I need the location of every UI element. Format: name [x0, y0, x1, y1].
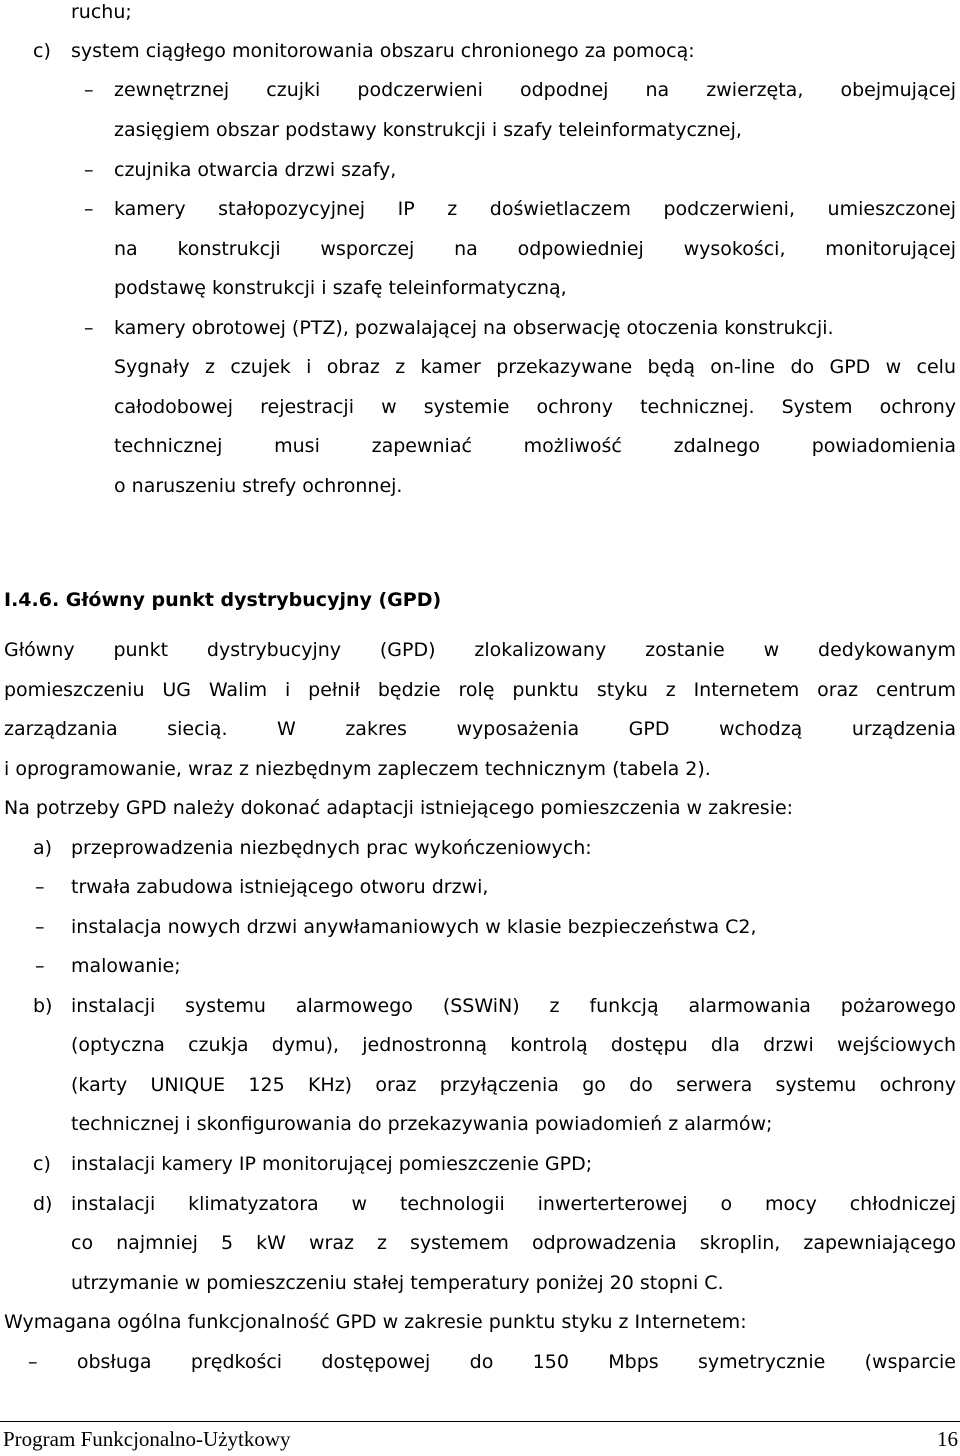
dash-bullet: – [84, 198, 94, 220]
paragraph-text: Na potrzeby GPD należy dokonać adaptacji istniejącego pomieszczenia w zakresie: [4, 797, 794, 819]
text-line [0, 1070, 960, 1100]
list-label: a) [33, 837, 53, 859]
dash-item [0, 155, 960, 185]
text-line [0, 273, 960, 303]
page-number: 16 [937, 1427, 958, 1451]
footer-title: Program Funkcjonalno-Użytkowy [3, 1427, 291, 1451]
list-label: b) [33, 995, 53, 1017]
list-text: kamery stałopozycyjnej IP z doświetlaczem podczerwieni, umieszczonej [114, 198, 956, 220]
paragraph-text: – obsługa prędkości dostępowej do 150 Mbps symetrycznie (wsparcie [28, 1351, 956, 1373]
text-line [0, 352, 960, 382]
text-line [0, 1109, 960, 1139]
list-item-c [0, 36, 960, 66]
page-footer [0, 1421, 960, 1452]
list-text: zewnętrznej czujki podczerwieni odpodnej na zwierzęta, obejmującej [114, 79, 956, 101]
list-text: instalacji systemu alarmowego (SSWiN) z funkcją alarmowania pożarowego [71, 995, 956, 1017]
list-text: system ciągłego monitorowania obszaru chronionego za pomocą: [71, 40, 695, 62]
heading-text: I.4.6. Główny punkt dystrybucyjny (GPD) [4, 589, 442, 611]
list-text: instalacja nowych drzwi anywłamaniowych w klasie bezpieczeństwa C2, [71, 916, 757, 938]
list-text: technicznej i skonfigurowania do przekazywania powiadomień z alarmów; [71, 1113, 773, 1135]
list-item-c [0, 1149, 960, 1179]
list-label: c) [33, 1153, 51, 1175]
text-line [0, 675, 960, 705]
text-line [0, 1307, 960, 1337]
text-line [0, 635, 960, 665]
list-text: utrzymanie w pomieszczeniu stałej temperatury poniżej 20 stopni C. [71, 1272, 724, 1294]
text-line [0, 754, 960, 784]
text-line [0, 1030, 960, 1060]
list-text: podstawę konstrukcji i szafę teleinformatyczną, [114, 277, 567, 299]
list-item-b [0, 991, 960, 1021]
paragraph-text: i oprogramowanie, wraz z niezbędnym zapleczem technicznym (tabela 2). [4, 758, 711, 780]
list-item-a [0, 833, 960, 863]
text-line [0, 0, 960, 27]
list-text: (karty UNIQUE 125 KHz) oraz przyłączenia go do serwera systemu ochrony [71, 1074, 956, 1096]
text-line [0, 1268, 960, 1298]
text-line [0, 115, 960, 145]
text-line [0, 392, 960, 422]
dash-item [0, 951, 960, 981]
paragraph-text: pomieszczeniu UG Walim i pełnił będzie rolę punktu styku z Internetem oraz centrum [4, 679, 956, 701]
paragraph-text: o naruszeniu strefy ochronnej. [114, 475, 403, 497]
paragraph-text: Główny punkt dystrybucyjny (GPD) zlokalizowany zostanie w dedykowanym [4, 639, 956, 661]
list-text: instalacji klimatyzatora w technologii inwerterterowej o mocy chłodniczej [71, 1193, 956, 1215]
dash-item [0, 313, 960, 343]
list-text: zasięgiem obszar podstawy konstrukcji i szafy teleinformatycznej, [114, 119, 742, 141]
list-label: c) [33, 40, 51, 62]
dash-bullet: – [84, 159, 94, 181]
paragraph-text: technicznej musi zapewniać możliwość zdalnego powiadomienia [114, 435, 956, 457]
list-text: przeprowadzenia niezbędnych prac wykończeniowych: [71, 837, 592, 859]
dash-item [0, 912, 960, 942]
paragraph-text: zarządzania siecią. W zakres wyposażenia GPD wchodzą urządzenia [4, 718, 956, 740]
list-text: czujnika otwarcia drzwi szafy, [114, 159, 397, 181]
text-line [0, 793, 960, 823]
paragraph-text: całodobowej rejestracji w systemie ochrony technicznej. System ochrony [114, 396, 956, 418]
paragraph-text: Sygnały z czujek i obraz z kamer przekazywane będą on-line do GPD w celu [114, 356, 956, 378]
paragraph-text: Wymagana ogólna funkcjonalność GPD w zakresie punktu styku z Internetem: [4, 1311, 747, 1333]
paragraph-text: ruchu; [71, 1, 132, 23]
list-item-d [0, 1189, 960, 1219]
list-text: (optyczna czukja dymu), jednostronną kontrolą dostępu dla drzwi wejściowych [71, 1034, 956, 1056]
list-text: trwała zabudowa istniejącego otworu drzwi, [71, 876, 489, 898]
dash-bullet: – [35, 955, 45, 977]
dash-bullet: – [35, 916, 45, 938]
list-text: instalacji kamery IP monitorującej pomieszczenie GPD; [71, 1153, 593, 1175]
dash-bullet: – [35, 876, 45, 898]
text-line [0, 234, 960, 264]
list-text: kamery obrotowej (PTZ), pozwalającej na obserwację otoczenia konstrukcji. [114, 317, 834, 339]
section-heading [0, 585, 960, 615]
dash-item [0, 872, 960, 902]
text-line [0, 714, 960, 744]
list-text: malowanie; [71, 955, 181, 977]
dash-bullet: – [84, 317, 94, 339]
list-text: co najmniej 5 kW wraz z systemem odprowadzenia skroplin, zapewniającego [71, 1232, 956, 1254]
text-line [0, 1347, 960, 1377]
text-line [0, 1228, 960, 1258]
dash-item [0, 194, 960, 224]
list-text: na konstrukcji wsporczej na odpowiedniej wysokości, monitorującej [114, 238, 956, 260]
dash-item [0, 75, 960, 105]
list-label: d) [33, 1193, 53, 1215]
text-line [0, 471, 960, 501]
text-line [0, 431, 960, 461]
dash-bullet: – [84, 79, 94, 101]
